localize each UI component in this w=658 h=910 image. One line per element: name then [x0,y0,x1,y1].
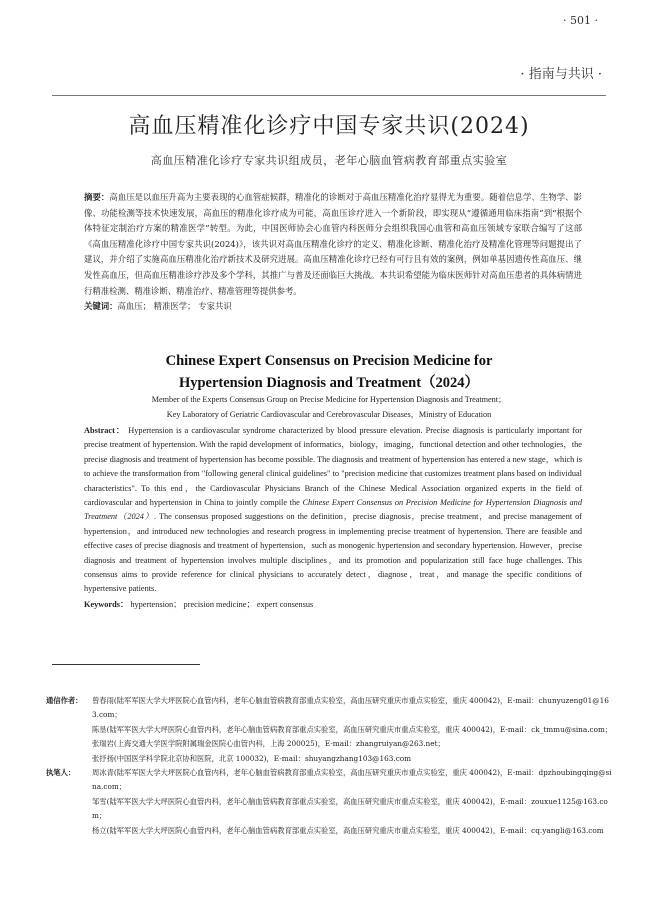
chinese-keywords [84,299,582,315]
english-abstract-block [84,424,582,612]
english-affiliation [70,392,588,422]
chinese-title: 高血压精准化诊疗中国专家共识(2024) [128,114,530,139]
correspondence-label: 通信作者： [46,696,83,705]
correspondence-row-2 [46,723,614,737]
chinese-keywords-text: 高血压； 精准医学； 专家共识 [117,301,232,312]
english-keywords-label: Keywords： [84,599,129,609]
english-affiliation-line2: Key Laboratory of Geriatric Cardiovascular and Cerebrovascular Diseases，Ministry of Education [166,410,492,419]
correspondence-entry: 陈垦(陆军军医大学大坪医院心血管内科，老年心脑血管病教育部重点实验室，高血压研究重庆市重点实验室，重庆 400042)，E-mail：ck_tmmu@sina.com； [92,724,613,734]
english-keywords-text: hypertension； precision medicine； expert consensus [130,599,314,609]
writers-label: 执笔人： [46,768,76,778]
english-abstract [84,424,582,597]
chinese-abstract-label: 摘要： [84,192,110,202]
footnote-rule [52,664,200,665]
correspondence-entry: 张抒扬(中国医学科学院北京协和医院，北京 100032)，E-mail：shuyangzhang103@163.com [92,753,412,763]
english-keywords [84,598,582,612]
english-affiliation-line1: Member of the Experts Consensus Group on Precise Medicine for Hypertension Diagnosis and Treatment； [151,395,507,404]
chinese-abstract-text: 高血压是以血压升高为主要表现的心血管症候群，精准化的诊断对于高血压精准化治疗显得尤为重要。随着信息学、生物学、影像、功能检测等技术快速发展，高血压的精准化诊疗成为可能，高血压诊疗进入一个新阶段，即实现从“遵循通用临床指南”到“根据个体特征定制治疗方案的精准医学”转型。为此，中国医师协会心血管内科医师分会组织我国心血管和高血压领域专家联合编写了这部《高血压精准化诊疗中国专家共识(2024)》，该共识对高血压精准化诊疗的定义、精准化诊断、精准化治疗及精准化管理等问题提出了建议，并介绍了实施高血压精准化治疗新技术及研究进展。高血压精准化诊疗已经有可行且有效的案例，例如单基因遗传性高血压、继发性高血压，但高血压精准诊疗涉及多个学科，其推广与普及还面临巨大挑战。本共识希望能为临床医师针对高血压患者的具体病情进行精准检测、精准诊断、精准治疗、精准管理等提供参考。 [84,192,582,296]
english-title-line2: Hypertension Diagnosis and Treatment（2024） [178,375,480,391]
correspondence-row-4 [46,752,614,766]
writer-entry: 杨立(陆军军医大学大坪医院心血管内科，老年心脑血管病教育部重点实验室，高血压研究重庆市重点实验室，重庆 400042)，E-mail：cq.yangli@163.com [92,825,604,835]
chinese-abstract-block [84,190,582,315]
writer-entry: 邹雪(陆军军医大学大坪医院心血管内科，老年心脑血管病教育部重点实验室，高血压研究重庆市重点实验室，重庆 400042)，E-mail：zouxue1125@163.com； [92,796,608,821]
page-number: · 501 · [563,14,598,27]
chinese-authors: 高血压精准化诊疗专家共识组成员，老年心脑血管病教育部重点实验室 [150,154,508,167]
english-abstract-label: Abstract： [84,426,126,435]
writers-row-2 [46,795,614,824]
writers-row-1 [46,766,614,795]
writer-entry: 周冰青(陆军军医大学大坪医院心血管内科，老年心脑血管病教育部重点实验室，高血压研究重庆市重点实验室，重庆 400042)，E-mail：dpzhoubingqing@sina.com； [92,768,612,792]
section-label: · 指南与共识 · [520,67,602,82]
writers-row-3 [46,824,614,838]
chinese-abstract [84,190,582,299]
chinese-keywords-label: 关键词： [84,301,118,312]
correspondence-row-1 [46,694,614,723]
english-abstract-italic-title: Chinese Expert Consensus on Precision Medicine for Hypertension Diagnosis and Treatment（2024） [84,498,582,522]
english-abstract-part1: Hypertension is a cardiovascular syndrome characterized by blood pressure elevation. Precise diagnosis is particularly important for precise treatment of hypertension. With the rapid development of informatics，biology，imaging，functional detection and other technologies，the precise diagnosis and treatment of hypertension has become possible. The diagnosis and treatment of hypertension has entered a new stage，which is to achieve the transformation from "following general clinical guidelines" to "precision medicine that customizes treatment plans based on individual characteristics". To this end，the Cardiovascular Physicians Branch of the Chinese Medical Association organized experts in the field of cardiovascular and hypertension in China to jointly compile the [84,426,583,508]
header-rule [52,95,606,96]
english-title [80,350,578,394]
correspondence-row-3 [46,737,614,751]
correspondence-entry: 曾春雨(陆军军医大学大坪医院心血管内科，老年心脑血管病教育部重点实验室，高血压研究重庆市重点实验室，重庆 400042)，E-mail：chunyuzeng01@163.com； [92,696,609,720]
english-abstract-part2: . The consensus proposed suggestions on the definition，precise diagnosis，precise treatment，and precise management of hypertension，and introduced new technologies and research progress in implementing precise treatment of hypertension. There are feasible and effective cases of precise diagnosis and treatment of hypertension，such as monogenic hypertension and secondary hypertension. However，precise diagnosis and treatment of hypertension involves multiple disciplines，and its promotion and popularization still face huge challenges. This consensus aims to provide reference for clinical physicians to accurately detect，diagnose，treat，and manage the specific conditions of hypertensive patients. [84,512,582,594]
footnotes [46,694,614,838]
correspondence-entry: 张瑞岩(上海交通大学医学院附属瑞金医院心血管内科，上海 200025)，E-mail：zhangruiyan@263.net； [92,739,445,749]
english-title-line1: Chinese Expert Consensus on Precision Medicine for [165,353,493,369]
